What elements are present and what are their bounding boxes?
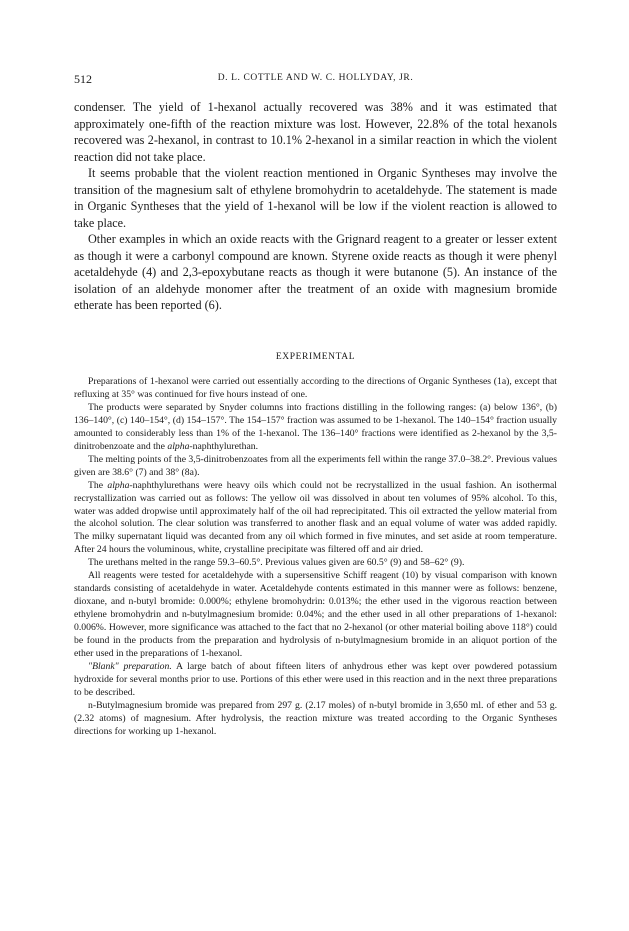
paragraph: All reagents were tested for acetaldehyde with a supersensitive Schiff reagent (10) by visual comparison with known standards consisting of acetaldehyde in water. Acetaldehyde contents estimated in this manner were as follows: benzene, dioxane, and n-butyl bromide: 0.000%; ethylene bromohydrin: 0.013%; the ether used in the vigorous reaction between ethylene bromohydrin and n-butylmagnesium bromide: 0.04%; and the ether used in all other preparations of 1-hexanol: 0.006%. However, more significance was attached to the fact that no 2-hexanol (or other material boiling above 118°) could be found in the products from the preparation and hydrolysis of n-butylmagnesium bromide in an aliquot portion of the ether used in the preparations of 1-hexanol. xyxy=(74,570,557,660)
paragraph: n-Butylmagnesium bromide was prepared from 297 g. (2.17 moles) of n-butyl bromide in 3,650 ml. of ether and 53 g. (2.32 atoms) of magnesium. After hydrolysis, the reaction mixture was treated according to the Organic Syntheses directions for working up 1-hexanol. xyxy=(74,699,557,737)
experimental-section xyxy=(74,376,557,739)
paragraph: The melting points of the 3,5-dinitrobenzoates from all the experiments fell within the range 37.0–38.2°. Previous values given are 38.6° (7) and 38° (8a). xyxy=(74,453,557,478)
page-header xyxy=(74,72,557,88)
paragraph: The alpha-naphthylurethans were heavy oils which could not be recrystallized in the usual fashion. An isothermal recrystallization was carried out as follows: The yellow oil was dissolved in about ten volumes of 95% alcohol. To this, water was added dropwise until approximately half of the oil had reprecipitated. This oil extracted the yellow material from the alcohol solution. The clear solution was transferred to another flask and an equal volume of water was added rapidly. The milky supernatant liquid was decanted from any oil which formed in five minutes, and set aside at room temperature. After 24 hours the voluminous, white, crystalline precipitate was filtered off and air dried. xyxy=(74,479,558,556)
paragraph: condenser. The yield of 1-hexanol actually recovered was 38% and it was estimated that approximately one-fifth of the reaction mixture was lost. However, 22.8% of the total hexanols recovered was 2-hexanol, in contrast to 10.1% 2-hexanol in a similar reaction in which the violent reaction did not take place. xyxy=(74,100,557,164)
paragraph: Other examples in which an oxide reacts with the Grignard reagent to a greater or lesser extent as though it were a carbonyl compound are known. Styrene oxide reacts as though it were phenyl acetaldehyde (4) and 2,3-epoxybutane reacts as though it were butanone (5). An instance of the isolation of an aldehyde monomer after the treatment of an oxide with magnesium bromide etherate has been reported (6). xyxy=(74,232,557,312)
main-text xyxy=(74,99,557,314)
running-head: D. L. COTTLE AND W. C. HOLLYDAY, JR. xyxy=(217,73,414,83)
page-number: 512 xyxy=(74,72,92,86)
paragraph: Preparations of 1-hexanol were carried out essentially according to the directions of Organic Syntheses (1a), except that refluxing at 35° was continued for five hours instead of one. xyxy=(74,376,557,400)
paragraph: The products were separated by Snyder columns into fractions distilling in the following ranges: (a) below 136°, (b) 136–140°, (c) 140–154°, (d) 154–157°. The 154–157° fraction was assumed to be 1-hexanol. The 140–154° fraction usually amounted to considerably less than 1% of the 1-hexanol. The 136–140° fractions were identified as 2-hexanol by the 3,5-dinitrobenzoate and the alpha-naphthylurethan. xyxy=(74,401,557,452)
paragraph: The urethans melted in the range 59.3–60.5°. Previous values given are 60.5° (9) and 58–62° (9). xyxy=(88,557,465,569)
paragraph: It seems probable that the violent reaction mentioned in Organic Syntheses may involve the transition of the magnesium salt of ethylene bromohydrin to acetaldehyde. The statement is made in Organic Syntheses that the yield of 1-hexanol will be low if the violent reaction is allowed to take place. xyxy=(74,166,557,230)
paragraph: "Blank" preparation. A large batch of about fifteen liters of anhydrous ether was kept over powdered potassium hydroxide for several months prior to use. Portions of this ether were used in this reaction and in the next three preparations to be described. xyxy=(74,660,557,698)
section-heading: EXPERIMENTAL xyxy=(275,352,356,362)
